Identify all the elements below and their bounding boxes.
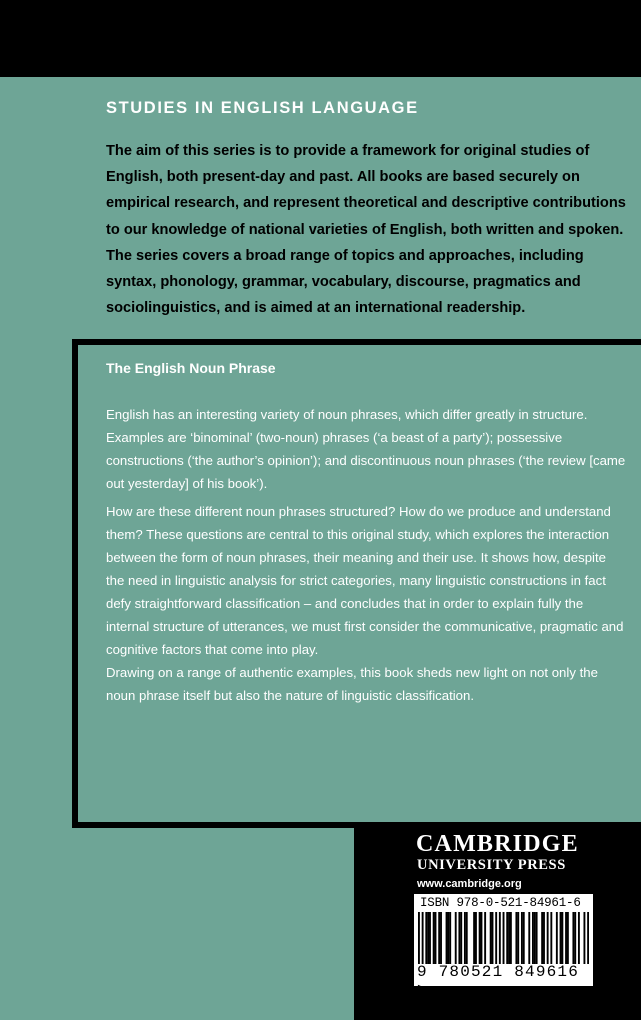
barcode-bar <box>475 912 477 964</box>
barcode-bar <box>515 912 517 964</box>
barcode-bar <box>495 912 497 964</box>
barcode-bar <box>510 912 512 964</box>
barcode-bar <box>541 912 543 964</box>
blurb-paragraph: English has an interesting variety of noun phrases, which differ greatly in structure. Examples are ‘binominal’ (two-noun) phrases (‘a beast of a party’); possessive constructions (‘the author’s opinion’); and discontinuous noun phrases (‘the review [came out yesterday] of his book’). <box>106 407 626 491</box>
barcode-bar <box>587 912 589 964</box>
barcode-bar <box>466 912 468 964</box>
barcode-bar <box>458 912 460 964</box>
barcode-bar <box>543 912 545 964</box>
barcode-bar <box>479 912 481 964</box>
barcode-bar <box>449 912 451 964</box>
barcode-bar <box>473 912 475 964</box>
barcode-bar <box>440 912 442 964</box>
blurb-paragraph: How are these different noun phrases structured? How do we produce and understand them? These questions are central to this original study, which explores the interaction between the form of noun phrases, their meaning and their use. It shows how, despite the need in linguistic analysis for strict categories, many linguistic constructions in fact defy straightforward classification – and concludes that in order to explain fully the internal structure of utterances, we must first consider the communicative, pragmatic and cognitive factors that come into play. <box>106 504 624 657</box>
barcode-bar <box>460 912 462 964</box>
barcode-bar <box>455 912 457 964</box>
barcode-bar <box>536 912 538 964</box>
barcode-bar <box>418 912 420 964</box>
barcode-bar <box>433 912 435 964</box>
barcode-bar <box>523 912 525 964</box>
series-description: The aim of this series is to provide a framework for original studies of English, both present-day and past. All books are based securely on empirical research, and represent theoretical and descriptive contributions to our knowledge of national varieties of English, both written and spoken. The series covers a broad range of topics and approaches, including syntax, phonology, grammar, vocabulary, discourse, pragmatics and sociolinguistics, and is aimed at an international readership. <box>106 143 626 317</box>
barcode-bar <box>481 912 483 964</box>
barcode-bar <box>560 912 562 964</box>
barcode-bar <box>427 912 429 964</box>
barcode-bar <box>508 912 510 964</box>
barcode-digits: 9 780521 849616 > <box>417 963 580 999</box>
barcode-bar <box>567 912 569 964</box>
barcode-bar <box>528 912 530 964</box>
barcode-bar <box>464 912 466 964</box>
barcode-bar <box>492 912 494 964</box>
barcode-bar <box>499 912 501 964</box>
barcode-bar <box>550 912 552 964</box>
barcode-bar <box>484 912 486 964</box>
barcode-bar <box>517 912 519 964</box>
book-title: The English Noun Phrase <box>106 360 276 376</box>
barcode-bar <box>490 912 492 964</box>
publisher-logo-name: CAMBRIDGE <box>416 831 579 857</box>
barcode-bar <box>534 912 536 964</box>
barcode-bar <box>565 912 567 964</box>
barcode-bar <box>583 912 585 964</box>
series-title: STUDIES IN ENGLISH LANGUAGE <box>106 99 419 117</box>
blurb-paragraph: Drawing on a range of authentic examples, this book sheds new light on not only the noun phrase itself but also the nature of linguistic classification. <box>106 665 598 703</box>
barcode-bar <box>429 912 431 964</box>
publisher-url: www.cambridge.org <box>417 878 522 890</box>
barcode-bar <box>447 912 449 964</box>
barcode-bar <box>425 912 427 964</box>
barcode-bar <box>438 912 440 964</box>
barcode-icon <box>418 912 589 964</box>
barcode-bar <box>435 912 437 964</box>
barcode-bar <box>532 912 534 964</box>
barcode-bar <box>506 912 508 964</box>
barcode-bar <box>561 912 563 964</box>
barcode-bar <box>503 912 505 964</box>
barcode-bar <box>572 912 574 964</box>
publisher-logo-subname: UNIVERSITY PRESS <box>417 857 566 873</box>
barcode-bar <box>446 912 448 964</box>
barcode-bar <box>574 912 576 964</box>
barcode-bar <box>547 912 549 964</box>
barcode-bar <box>556 912 558 964</box>
isbn-text: ISBN 978-0-521-84961-6 <box>420 896 581 910</box>
barcode-bar <box>578 912 580 964</box>
barcode-bar <box>521 912 523 964</box>
barcode-bar <box>422 912 424 964</box>
